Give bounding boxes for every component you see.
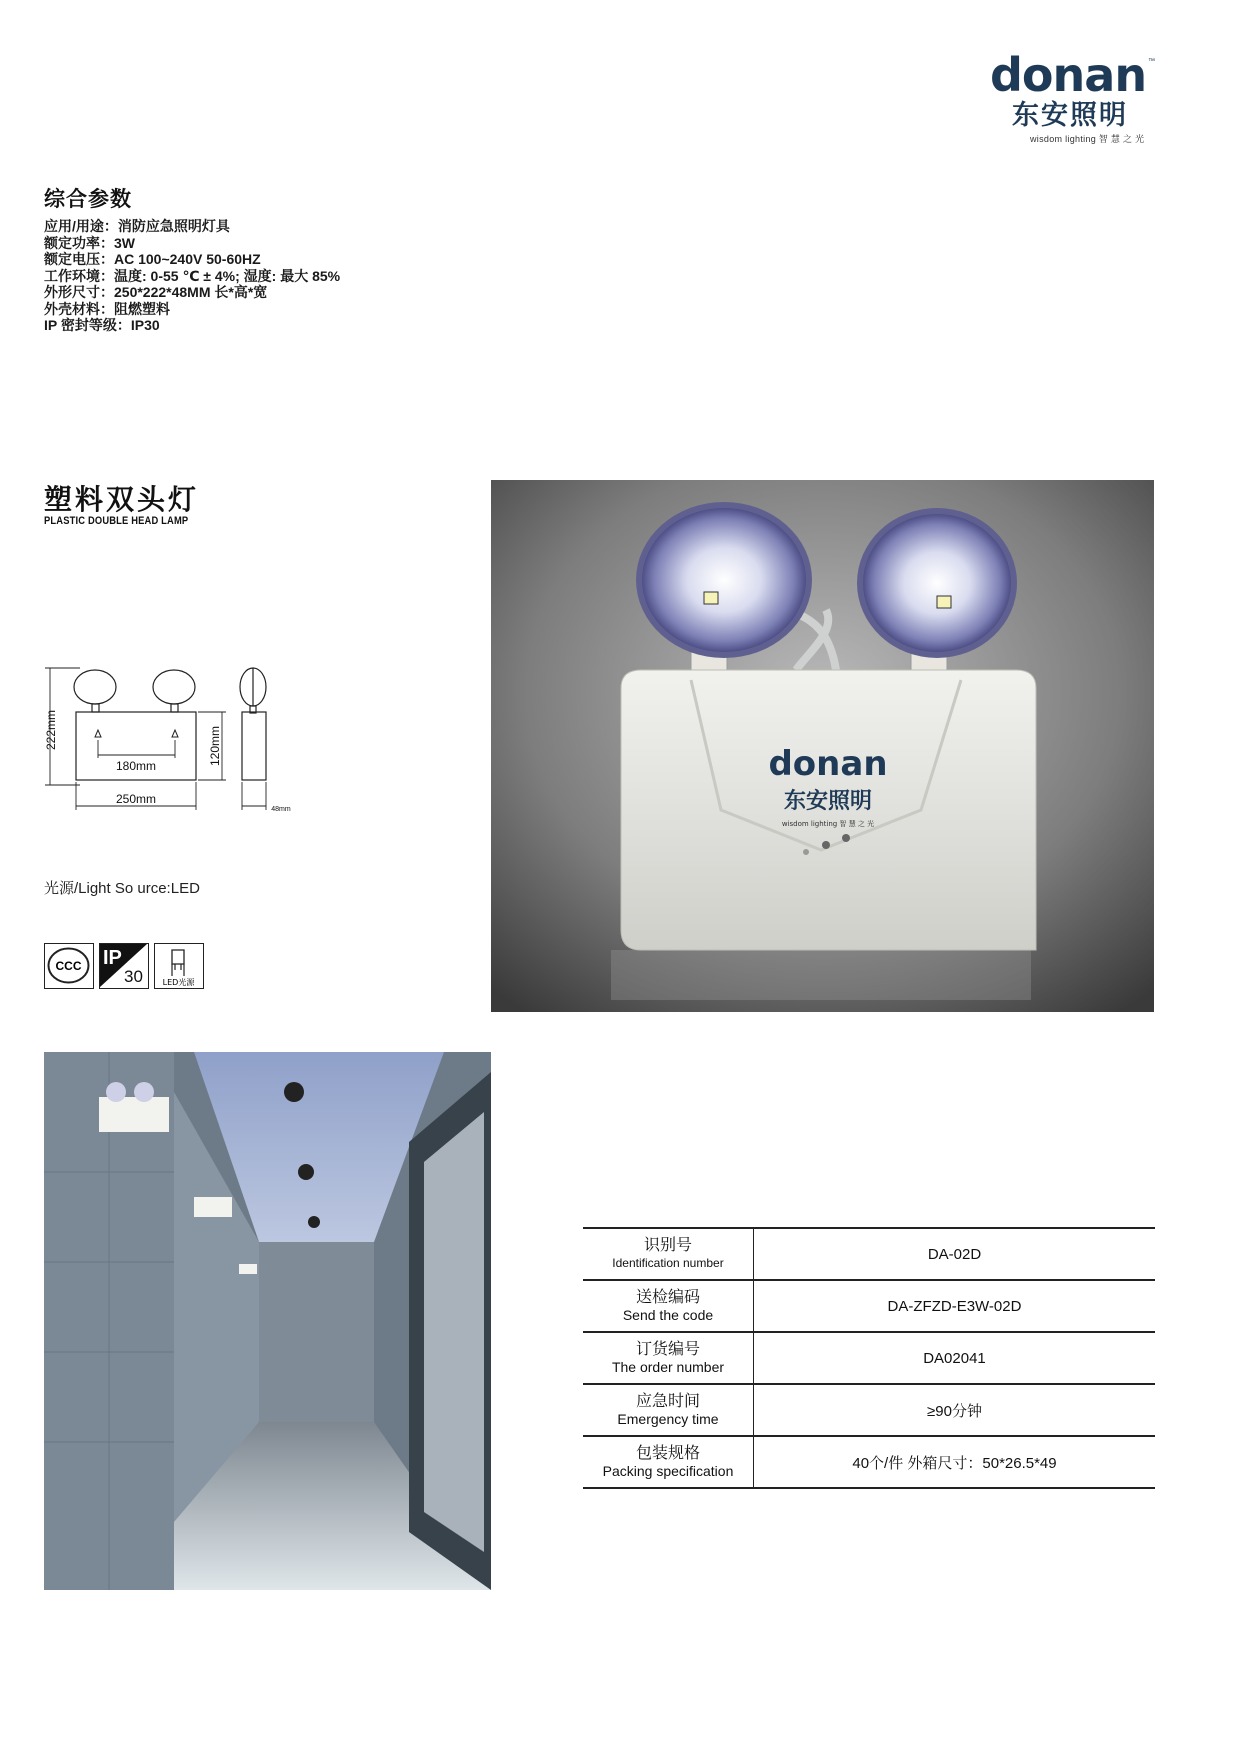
product-photo [491,480,1154,1012]
label-en: The order number [611,1359,725,1375]
label-en: Send the code [622,1307,714,1323]
table-label-cell [583,1332,754,1384]
table-row [583,1332,1155,1384]
installation-scene-photo [44,1052,491,1590]
table-value-cell: DA-02D [754,1228,1156,1280]
table-value-cell: DA-ZFZD-E3W-02D [754,1280,1156,1332]
led-label: LED光源 [162,978,195,987]
ip-prefix: IP [103,947,122,969]
table-value-cell: 40个/件 外箱尺寸：50*26.5*49 [754,1436,1156,1488]
specs-title: 综合参数 [44,188,132,211]
table-label-cell [583,1228,754,1280]
drawing-depth-label: 48mm [271,806,291,813]
drawing-left-neck [92,704,99,712]
table-label-cell [583,1436,754,1488]
ccc-text: CCC [55,959,82,973]
ip30-icon [99,943,149,989]
spec-line: IP 密封等级：IP30 [44,317,160,333]
table-row [583,1436,1155,1488]
lamp-head-left [636,502,812,658]
photo-logo-chinese: 东安照明 [783,789,873,814]
table-label-cell [583,1280,754,1332]
label-en: Identification number [612,1256,724,1270]
product-title-cn: 塑料双头灯 [44,484,200,515]
spec-line: 工作环境：温度: 0-55 ℃ ± 4%; 湿度: 最大 85% [44,267,341,284]
drawing-right-head [153,670,195,704]
led-source-icon [154,943,204,989]
drawing-body-height-label: 120mm [208,725,222,767]
label-cn: 送检编码 [635,1289,700,1306]
label-en: Emergency time [617,1411,719,1427]
spec-line: 额定功率：3W [44,234,135,251]
spec-line: 额定电压：AC 100~240V 50-60HZ [44,251,261,267]
label-cn: 应急时间 [635,1393,700,1410]
table-value-cell: DA02041 [754,1332,1156,1384]
table-row [583,1228,1155,1280]
label-cn: 订货编号 [635,1341,700,1358]
ccc-icon [44,943,94,989]
spec-table [583,1227,1155,1489]
label-cn: 包装规格 [635,1445,700,1462]
drawing-spacing-label: 180mm [115,759,157,773]
dimension-drawing [40,660,320,820]
table-row [583,1280,1155,1332]
brand-logo [990,48,1170,147]
light-source-label: 光源/Light So urce:LED [44,880,200,897]
trademark-mark: ™ [1148,58,1155,65]
lamp-head-right [857,508,1017,658]
photo-logo-word: donan [768,744,888,784]
label-cn: 识别号 [643,1237,692,1254]
logo-tagline: wisdom lighting 智 慧 之 光 [1030,134,1145,144]
logo-wordmark: donan [990,48,1147,102]
spec-line: 应用/用途：消防应急照明灯具 [44,218,230,234]
product-title-en: PLASTIC DOUBLE HEAD LAMP [44,515,189,527]
drawing-right-neck [171,704,178,712]
label-en: Packing specification [602,1463,734,1479]
specs-list [44,218,340,334]
ip-value: 30 [124,967,143,986]
table-value-cell: ≥90分钟 [754,1384,1156,1436]
spec-line: 外形尺寸：250*222*48MM 长*高*宽 [44,284,268,300]
table-row [583,1384,1155,1436]
drawing-left-head [74,670,116,704]
photo-logo-tagline: wisdom lighting 智 慧 之 光 [781,820,875,828]
drawing-side-body [242,712,266,780]
spec-line: 外壳材料：阻燃塑料 [44,300,170,317]
logo-chinese-name: 东安照明 [1012,100,1128,130]
drawing-height-label: 222mm [44,709,58,751]
drawing-width-label: 250mm [115,792,157,806]
table-label-cell [583,1384,754,1436]
